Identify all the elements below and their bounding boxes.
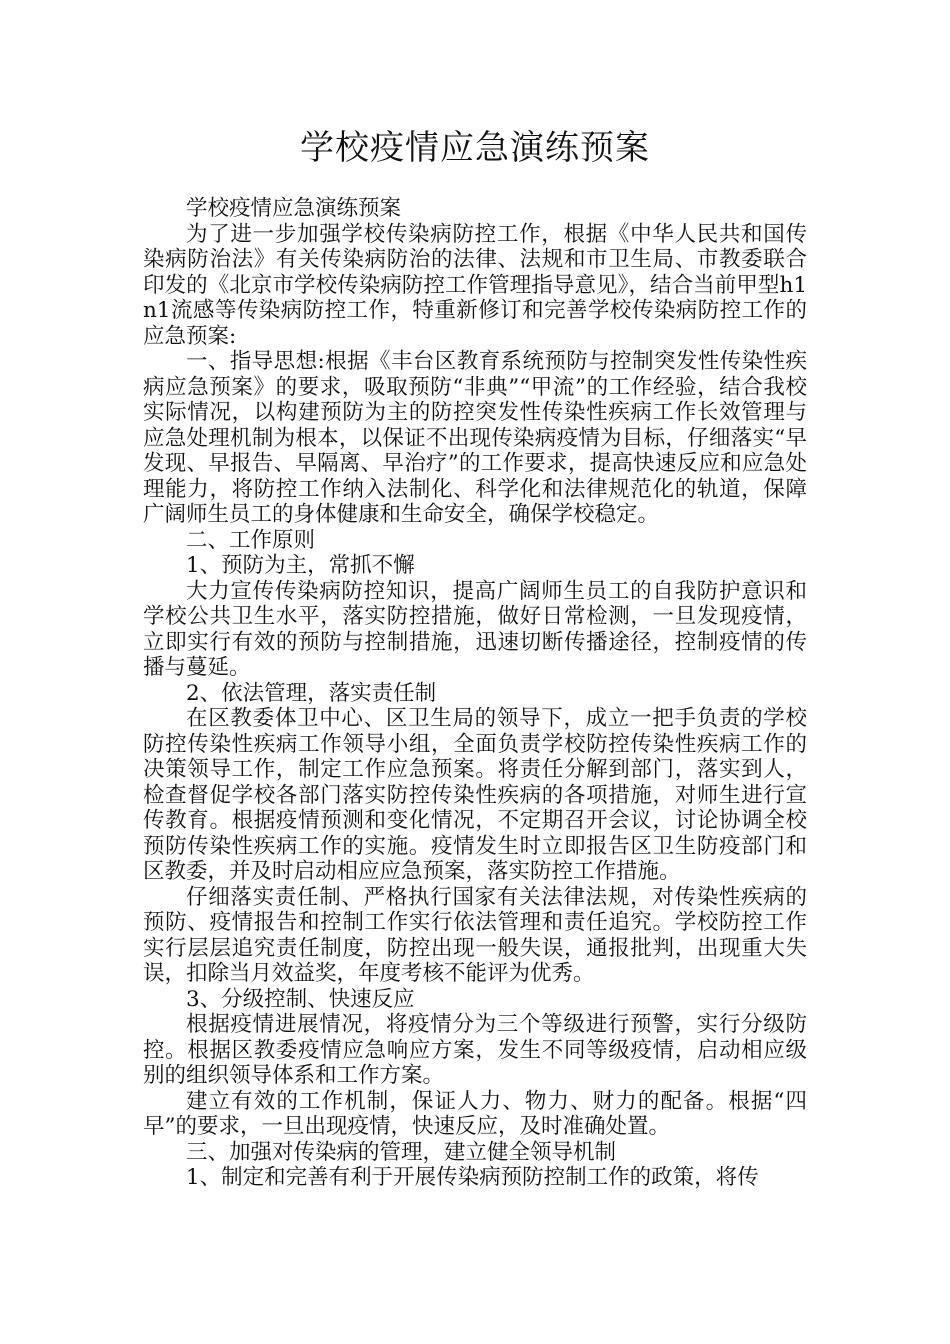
paragraph-guiding-ideology: 一、指导思想:根据《丰台区教育系统预防与控制突发性传染性疾病应急预案》的要求，吸取预防“非典”“甲流”的工作经验，结合我校实际情况，以构建预防为主的防控突发性传染性疾病工作长效管理与应急处理机制为根本，以保证不出现传染病疫情为目标，仔细落实“早发现、早报告、早隔离、早治疗”的工作要求，提高快速反应和应急处理能力，将防控工作纳入法制化、科学化和法律规范化的轨道，保障广阔师生员工的身体健康和生命安全，确保学校稳定。: [143, 349, 807, 527]
paragraph-subtitle: 学校疫情应急演练预案: [186, 196, 402, 221]
document-body: [143, 196, 807, 1191]
paragraph-intro: 为了进一步加强学校传染病防控工作，根据《中华人民共和国传染病防治法》有关传染病防治的法律、法规和市卫生局、市教委联合印发的《北京市学校传染病防控工作管理指导意见》，结合当前甲型h1n1流感等传染病防控工作，特重新修订和完善学校传染病防控工作的应急预案:: [143, 221, 807, 349]
section-heading-management: 三、加强对传染病的管理，建立健全领导机制: [186, 1139, 617, 1165]
paragraph-work-mechanism: 建立有效的工作机制，保证人力、物力、财力的配备。根据“四早”的要求，一旦出现疫情，快速反应，及时准确处置。: [143, 1088, 807, 1139]
paragraph-lawful-management: 在区教委体卫中心、区卫生局的领导下，成立一把手负责的学校防控传染性疾病工作领导小组，全面负责学校防控传染性疾病工作的决策领导工作，制定工作应急预案。将责任分解到部门，落实到人，检查督促学校各部门落实防控传染性疾病的各项措施，对师生进行宣传教育。根据疫情预测和变化情况，不定期召开会议，讨论协调全校预防传染性疾病工作的实施。疫情发生时立即报告区卫生防疫部门和区教委，并及时启动相应应急预案，落实防控工作措施。: [143, 706, 807, 884]
subheading-lawful-management: 2、依法管理，落实责任制: [186, 680, 437, 706]
paragraph-responsibility: 仔细落实责任制、严格执行国家有关法律法规，对传染性疾病的预防、疫情报告和控制工作实行依法管理和责任追究。学校防控工作实行层层追究责任制度，防控出现一般失误，通报批判，出现重大失误，扣除当月效益奖，年度考核不能评为优秀。: [143, 884, 807, 986]
paragraph-prevention-first: 大力宣传传染病防控知识，提高广阔师生员工的自我防护意识和学校公共卫生水平，落实防控措施，做好日常检测，一旦发现疫情，立即实行有效的预防与控制措施，迅速切断传播途径，控制疫情的传播与蔓延。: [143, 578, 807, 680]
paragraph-graded-control: 根据疫情进展情况，将疫情分为三个等级进行预警，实行分级防控。根据区教委疫情应急响应方案，发生不同等级疫情，启动相应级别的组织领导体系和工作方案。: [143, 1012, 807, 1088]
subheading-graded-control: 3、分级控制、快速反应: [186, 986, 415, 1012]
section-heading-work-principles: 二、工作原则: [186, 527, 316, 553]
document-title: 学校疫情应急演练预案: [300, 128, 650, 168]
paragraph-policy: 1、制定和完善有利于开展传染病预防控制工作的政策，将传: [186, 1165, 759, 1190]
subheading-prevention-first: 1、预防为主，常抓不懈: [186, 553, 415, 578]
